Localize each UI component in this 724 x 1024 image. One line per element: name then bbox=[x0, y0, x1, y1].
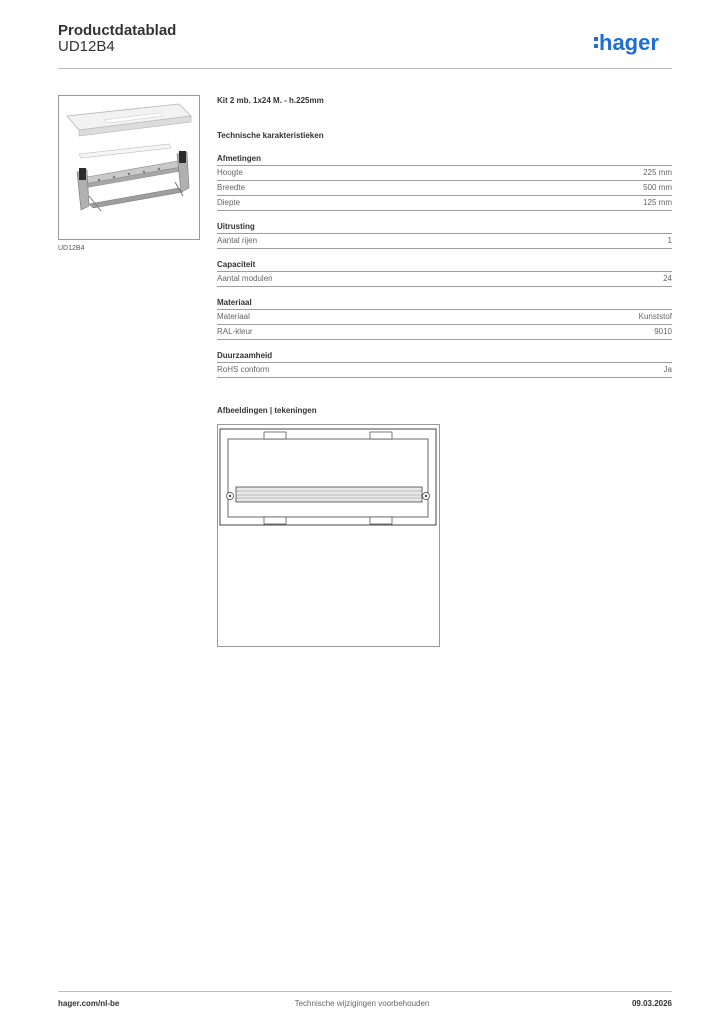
technical-drawing-icon bbox=[218, 425, 439, 646]
tech-characteristics-title: Technische karakteristieken bbox=[217, 131, 324, 140]
hager-logo bbox=[594, 30, 674, 60]
spec-row bbox=[217, 363, 672, 378]
section-title: Afmetingen bbox=[217, 153, 672, 166]
spec-value: 24 bbox=[663, 274, 672, 283]
section-sustainability bbox=[217, 350, 672, 378]
section-dimensions bbox=[217, 153, 672, 211]
footer-date: 09.03.2026 bbox=[631, 999, 672, 1008]
spec-label: Aantal rijen bbox=[217, 236, 258, 245]
spec-value: Ja bbox=[663, 365, 672, 374]
spec-row bbox=[217, 272, 672, 287]
spec-content bbox=[217, 96, 672, 378]
product-photo-icon bbox=[59, 96, 199, 239]
spec-row bbox=[217, 181, 672, 196]
spec-value: 9010 bbox=[654, 327, 672, 336]
page-title: Productdatablad bbox=[58, 22, 177, 39]
spec-label: Breedte bbox=[217, 183, 246, 192]
spec-value: Kunststof bbox=[638, 312, 672, 321]
spec-row bbox=[217, 234, 672, 249]
spec-value: 1 bbox=[667, 236, 672, 245]
section-capacity bbox=[217, 259, 672, 287]
spec-label: Aantal modulen bbox=[217, 274, 273, 283]
product-description: Kit 2 mb. 1x24 M. - h.225mm bbox=[217, 96, 324, 105]
spec-label: RAL-kleur bbox=[217, 327, 253, 336]
section-title: Capaciteit bbox=[217, 259, 672, 272]
spec-value: 225 mm bbox=[643, 168, 672, 177]
spec-row bbox=[217, 325, 672, 340]
spec-value: 500 mm bbox=[643, 183, 672, 192]
footer-disclaimer: Technische wijzigingen voorbehouden bbox=[294, 999, 430, 1008]
footer-divider bbox=[58, 991, 672, 992]
spec-row bbox=[217, 310, 672, 325]
spec-row bbox=[217, 196, 672, 211]
spec-label: Hoogte bbox=[217, 168, 243, 177]
spec-label: Diepte bbox=[217, 198, 241, 207]
section-title: Duurzaamheid bbox=[217, 350, 672, 363]
spec-label: Materiaal bbox=[217, 312, 250, 321]
section-title: Materiaal bbox=[217, 297, 672, 310]
product-code: UD12B4 bbox=[58, 38, 115, 55]
section-equipment bbox=[217, 221, 672, 249]
spec-row bbox=[217, 166, 672, 181]
drawings-title: Afbeeldingen | tekeningen bbox=[217, 406, 317, 415]
product-photo-caption: UD12B4 bbox=[58, 245, 85, 252]
brand-wordmark: hager bbox=[599, 30, 659, 55]
technical-drawing bbox=[217, 424, 440, 647]
spec-value: 125 mm bbox=[643, 198, 672, 207]
section-material bbox=[217, 297, 672, 340]
header-divider bbox=[58, 68, 672, 69]
footer-website-link[interactable]: hager.com/nl-be bbox=[58, 999, 120, 1008]
section-title: Uitrusting bbox=[217, 221, 672, 234]
spec-label: RoHS conform bbox=[217, 365, 270, 374]
product-photo bbox=[58, 95, 200, 240]
